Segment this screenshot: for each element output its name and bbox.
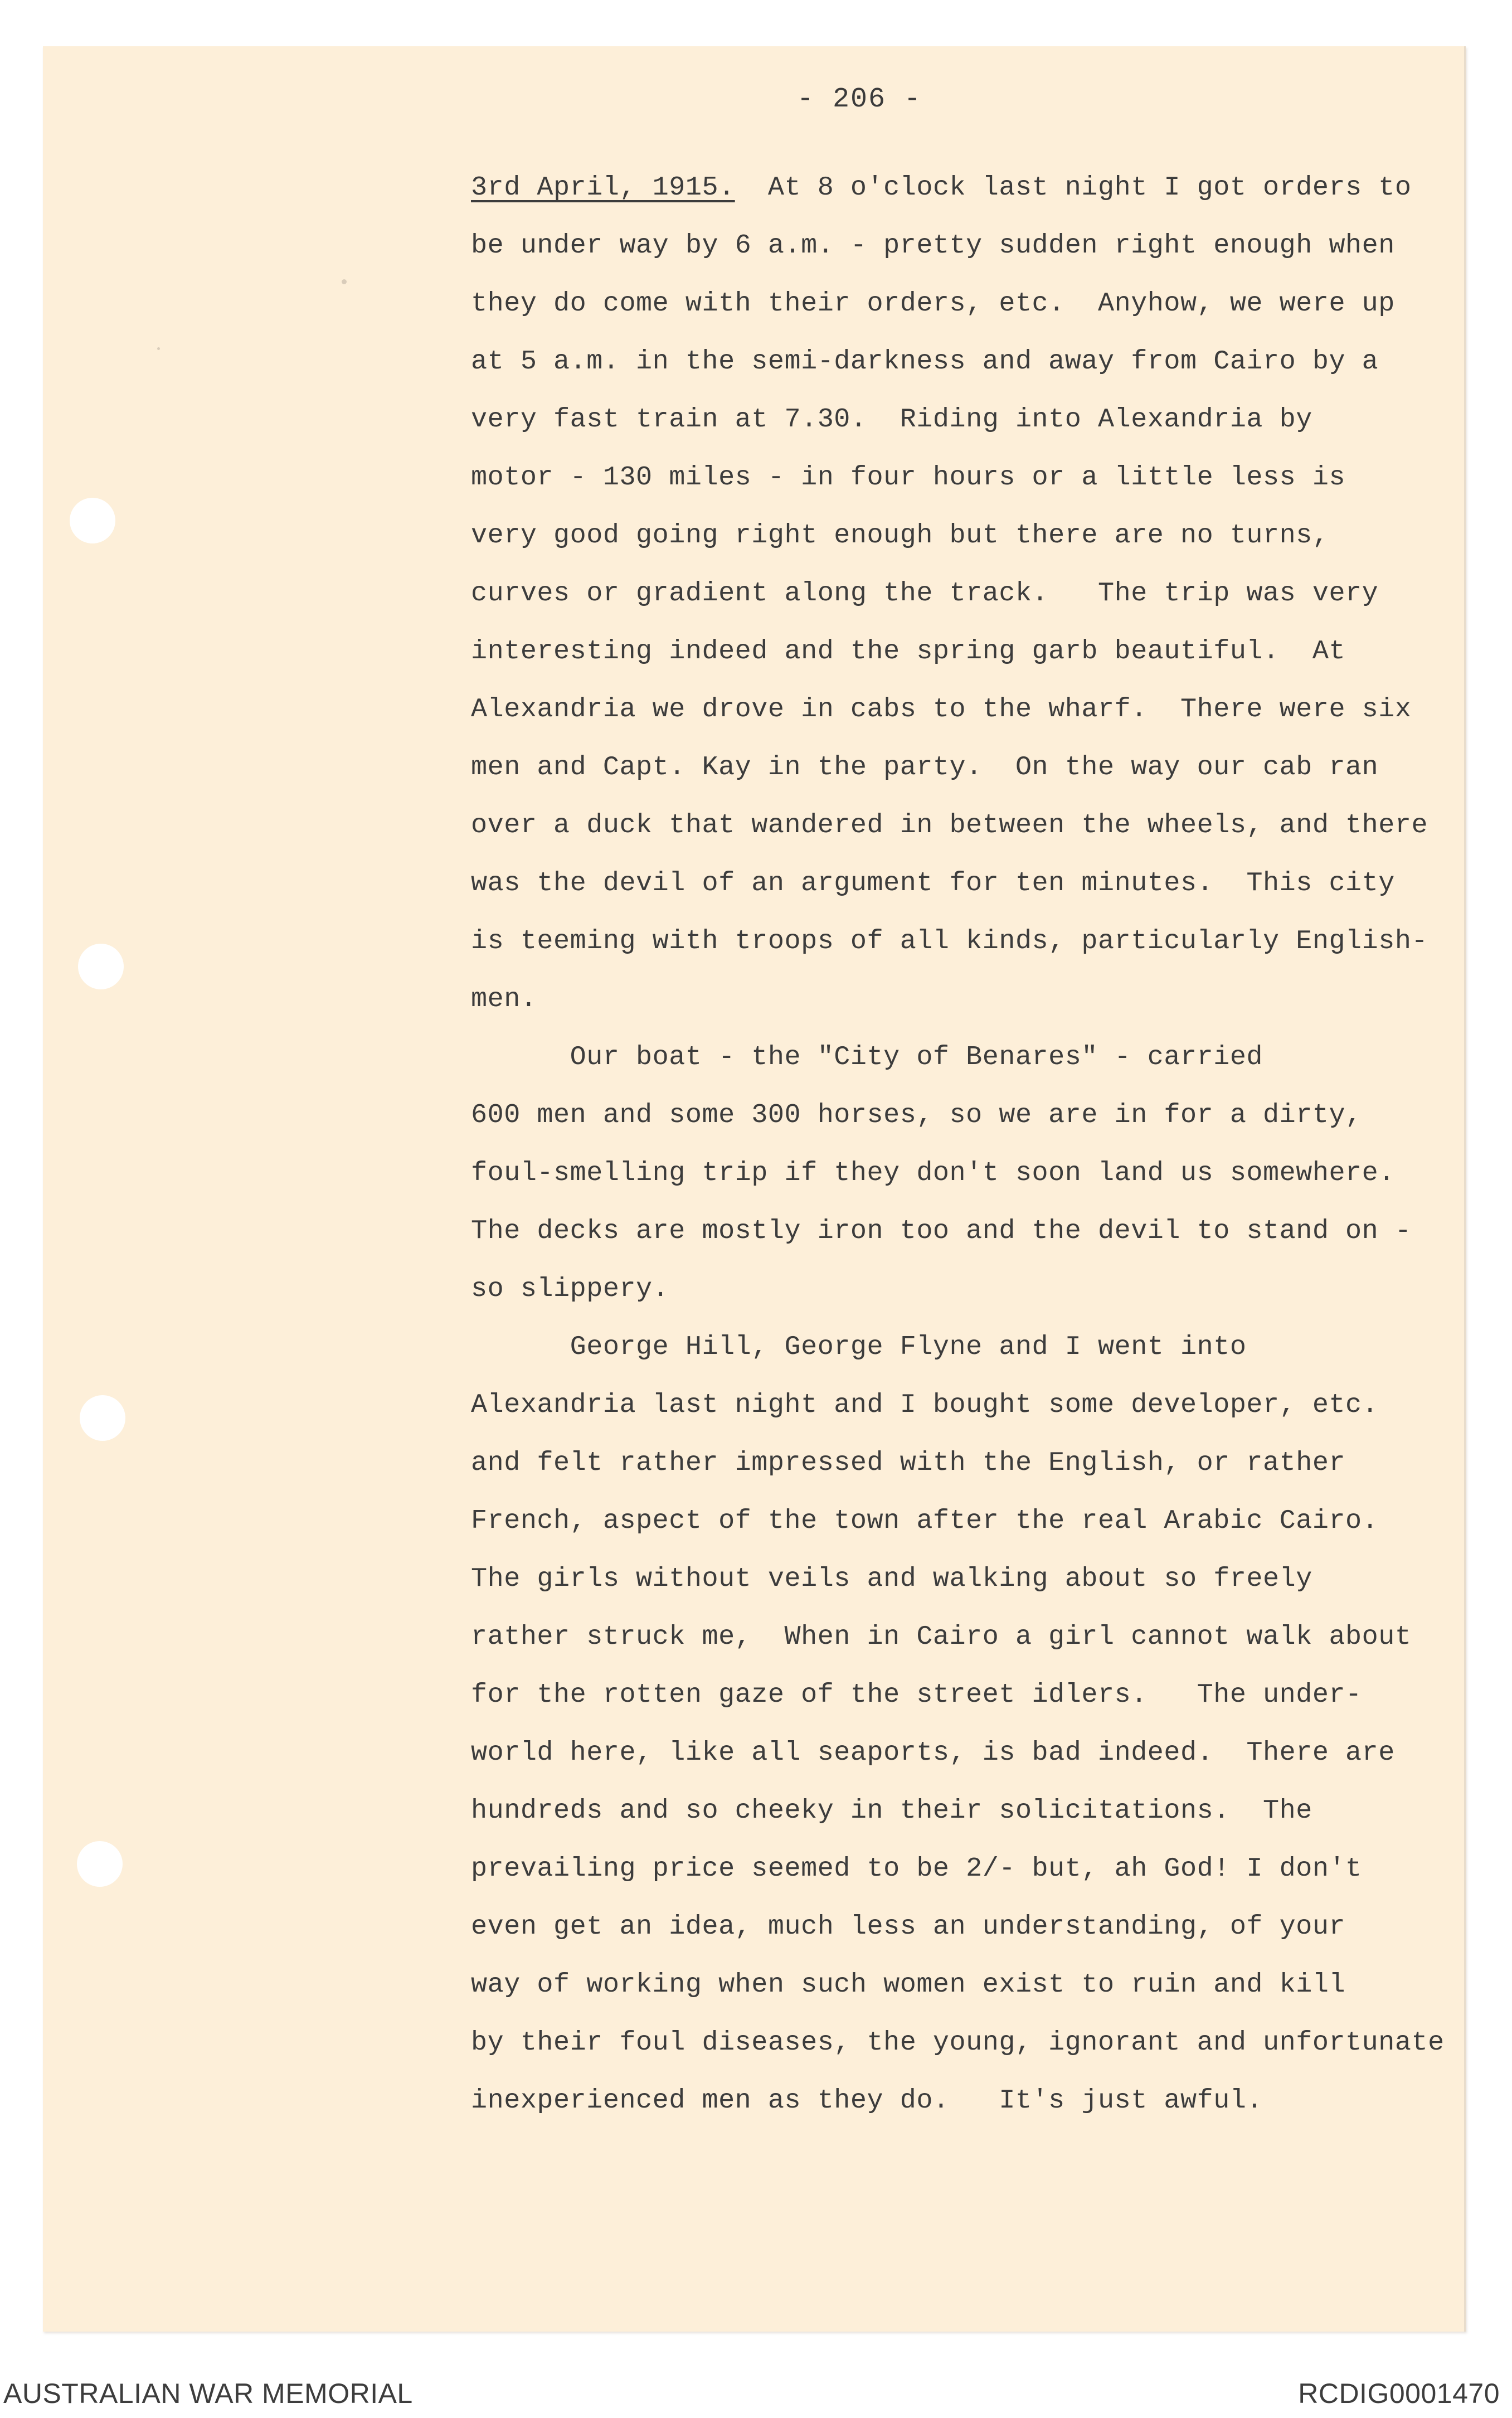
line-text: 600 men and some 300 horses, so we are in for a dirty, <box>471 1100 1362 1130</box>
text-line <box>471 1898 1469 1956</box>
text-line <box>471 275 1469 333</box>
text-line <box>471 681 1469 739</box>
footer-record-id: RCDIG0001470 <box>1298 2378 1500 2409</box>
line-text: by their foul diseases, the young, ignorant and unfortunate <box>471 2027 1445 2058</box>
text-line <box>471 333 1469 391</box>
text-line <box>471 912 1469 970</box>
text-line <box>471 1724 1469 1782</box>
text-line <box>471 1608 1469 1666</box>
line-text: they do come with their orders, etc. Anyhow, we were up <box>471 288 1395 319</box>
line-text: was the devil of an argument for ten minutes. This city <box>471 868 1395 899</box>
line-text: interesting indeed and the spring garb beautiful. At <box>471 636 1346 667</box>
punch-hole <box>78 944 124 989</box>
text-line <box>471 1376 1469 1434</box>
text-line <box>471 391 1469 449</box>
text-line <box>471 217 1469 275</box>
line-text: even get an idea, much less an understanding, of your <box>471 1911 1346 1942</box>
text-line <box>471 1956 1469 2014</box>
text-line <box>471 1028 1469 1086</box>
text-line <box>471 449 1469 507</box>
text-line <box>471 1840 1469 1898</box>
line-text: way of working when such women exist to ruin and kill <box>471 1969 1346 2000</box>
line-text: so slippery. <box>471 1274 669 1304</box>
punch-hole <box>80 1395 125 1441</box>
line-text: be under way by 6 a.m. - pretty sudden right enough when <box>471 230 1395 261</box>
text-line <box>471 1260 1469 1318</box>
text-line <box>471 1782 1469 1840</box>
text-line <box>471 2014 1469 2072</box>
text-line <box>471 159 1469 217</box>
line-text: men. <box>471 984 537 1014</box>
text-line <box>471 623 1469 681</box>
line-text: foul-smelling trip if they don't soon land us somewhere. <box>471 1158 1395 1188</box>
line-text: for the rotten gaze of the street idlers. The under- <box>471 1679 1362 1710</box>
text-line <box>471 739 1469 797</box>
text-line <box>471 2072 1469 2130</box>
text-line <box>471 1144 1469 1202</box>
line-text: at 5 a.m. in the semi-darkness and away from Cairo by a <box>471 346 1379 377</box>
line-text: men and Capt. Kay in the party. On the way our cab ran <box>471 752 1379 783</box>
text-line <box>471 1550 1469 1608</box>
text-line <box>471 565 1469 623</box>
text-line <box>471 1318 1469 1376</box>
line-text: At 8 o'clock last night I got orders to <box>767 172 1412 203</box>
line-text: very good going right enough but there are no turns, <box>471 520 1329 551</box>
line-text: Alexandria last night and I bought some developer, etc. <box>471 1390 1379 1420</box>
line-text: hundreds and so cheeky in their solicitations. The <box>471 1795 1312 1826</box>
line-text: over a duck that wandered in between the wheels, and there <box>471 810 1428 841</box>
line-text: is teeming with troops of all kinds, particularly English- <box>471 926 1428 956</box>
text-line <box>471 507 1469 565</box>
line-text: world here, like all seaports, is bad indeed. There are <box>471 1737 1395 1768</box>
text-line <box>471 970 1469 1028</box>
punch-hole <box>77 1841 123 1887</box>
text-line <box>471 1086 1469 1144</box>
text-line <box>471 1666 1469 1724</box>
text-line <box>471 1434 1469 1492</box>
text-line <box>471 1202 1469 1260</box>
paper-speck <box>157 347 160 350</box>
line-text: George Hill, George Flyne and I went into <box>471 1332 1247 1362</box>
line-text: very fast train at 7.30. Riding into Alexandria by <box>471 404 1312 435</box>
line-text: The girls without veils and walking about so freely <box>471 1564 1312 1594</box>
page-number: - 206 - <box>797 84 922 115</box>
line-text: Alexandria we drove in cabs to the wharf. There were six <box>471 694 1412 725</box>
paper-speck <box>342 279 347 284</box>
line-text: motor - 130 miles - in four hours or a little less is <box>471 462 1346 493</box>
text-line <box>471 854 1469 912</box>
line-text: French, aspect of the town after the real Arabic Cairo. <box>471 1506 1379 1536</box>
text-line <box>471 797 1469 854</box>
footer-institution: AUSTRALIAN WAR MEMORIAL <box>3 2378 413 2409</box>
line-text: Our boat - the "City of Benares" - carried <box>471 1042 1263 1072</box>
punch-hole <box>70 498 115 543</box>
entry-date: 3rd April, 1915. <box>471 172 735 203</box>
line-text: The decks are mostly iron too and the devil to stand on - <box>471 1216 1412 1246</box>
line-text: curves or gradient along the track. The trip was very <box>471 578 1379 609</box>
line-text: inexperienced men as they do. It's just awful. <box>471 2085 1263 2116</box>
text-line <box>471 1492 1469 1550</box>
line-text: and felt rather impressed with the English, or rather <box>471 1448 1346 1478</box>
line-text: prevailing price seemed to be 2/- but, ah God! I don't <box>471 1853 1362 1884</box>
line-text: rather struck me, When in Cairo a girl cannot walk about <box>471 1621 1412 1652</box>
diary-text <box>471 159 1469 2130</box>
